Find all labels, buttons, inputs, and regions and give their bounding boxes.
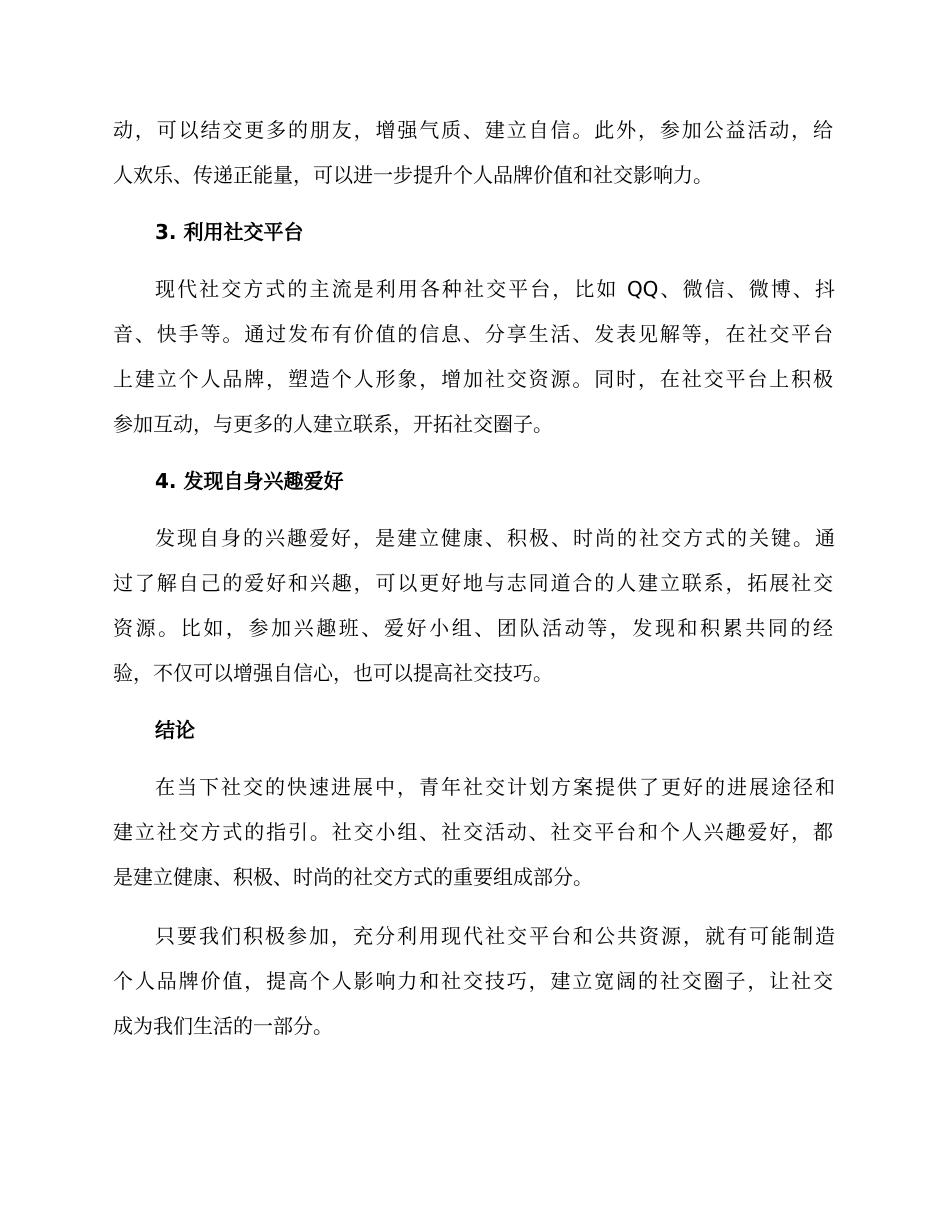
section-heading-3: 3. 利用社交平台 [155, 220, 304, 244]
paragraph-3-line-3: 资源。比如，参加兴趣班、爱好小组、团队活动等，发现和积累共同的经 [113, 616, 833, 640]
paragraph-3-line-4: 验，不仅可以增强自信心，也可以提高社交技巧。 [113, 661, 553, 685]
section-heading-conclusion: 结论 [155, 718, 195, 742]
paragraph-3-line-1: 发现自身的兴趣爱好，是建立健康、积极、时尚的社交方式的关键。通 [155, 526, 835, 550]
paragraph-4-line-3: 是建立健康、积极、时尚的社交方式的重要组成部分。 [113, 865, 593, 889]
paragraph-1-line-1: 动，可以结交更多的朋友，增强气质、建立自信。此外，参加公益活动，给 [113, 118, 833, 142]
paragraph-2-line-1: 现代社交方式的主流是利用各种社交平台，比如 QQ、微信、微博、抖 [155, 277, 835, 301]
section-heading-4: 4. 发现自身兴趣爱好 [155, 469, 344, 493]
paragraph-4-line-1: 在当下社交的快速进展中，青年社交计划方案提供了更好的进展途径和 [155, 775, 835, 799]
paragraph-5-line-2: 个人品牌价值，提高个人影响力和社交技巧，建立宽阔的社交圈子，让社交 [113, 969, 833, 993]
paragraph-5-line-1: 只要我们积极参加，充分利用现代社交平台和公共资源，就有可能制造 [155, 924, 835, 948]
paragraph-3-line-2: 过了解自己的爱好和兴趣，可以更好地与志同道合的人建立联系，拓展社交 [113, 571, 833, 595]
paragraph-2-line-3: 上建立个人品牌，塑造个人形象，增加社交资源。同时，在社交平台上积极 [113, 367, 833, 391]
paragraph-2-line-2: 音、快手等。通过发布有价值的信息、分享生活、发表见解等，在社交平台 [113, 322, 833, 346]
paragraph-2-line-4: 参加互动，与更多的人建立联系，开拓社交圈子。 [113, 412, 553, 436]
paragraph-1-line-2: 人欢乐、传递正能量，可以进一步提升个人品牌价值和社交影响力。 [113, 163, 713, 187]
paragraph-4-line-2: 建立社交方式的指引。社交小组、社交活动、社交平台和个人兴趣爱好，都 [113, 820, 833, 844]
paragraph-5-line-3: 成为我们生活的一部分。 [113, 1014, 333, 1038]
